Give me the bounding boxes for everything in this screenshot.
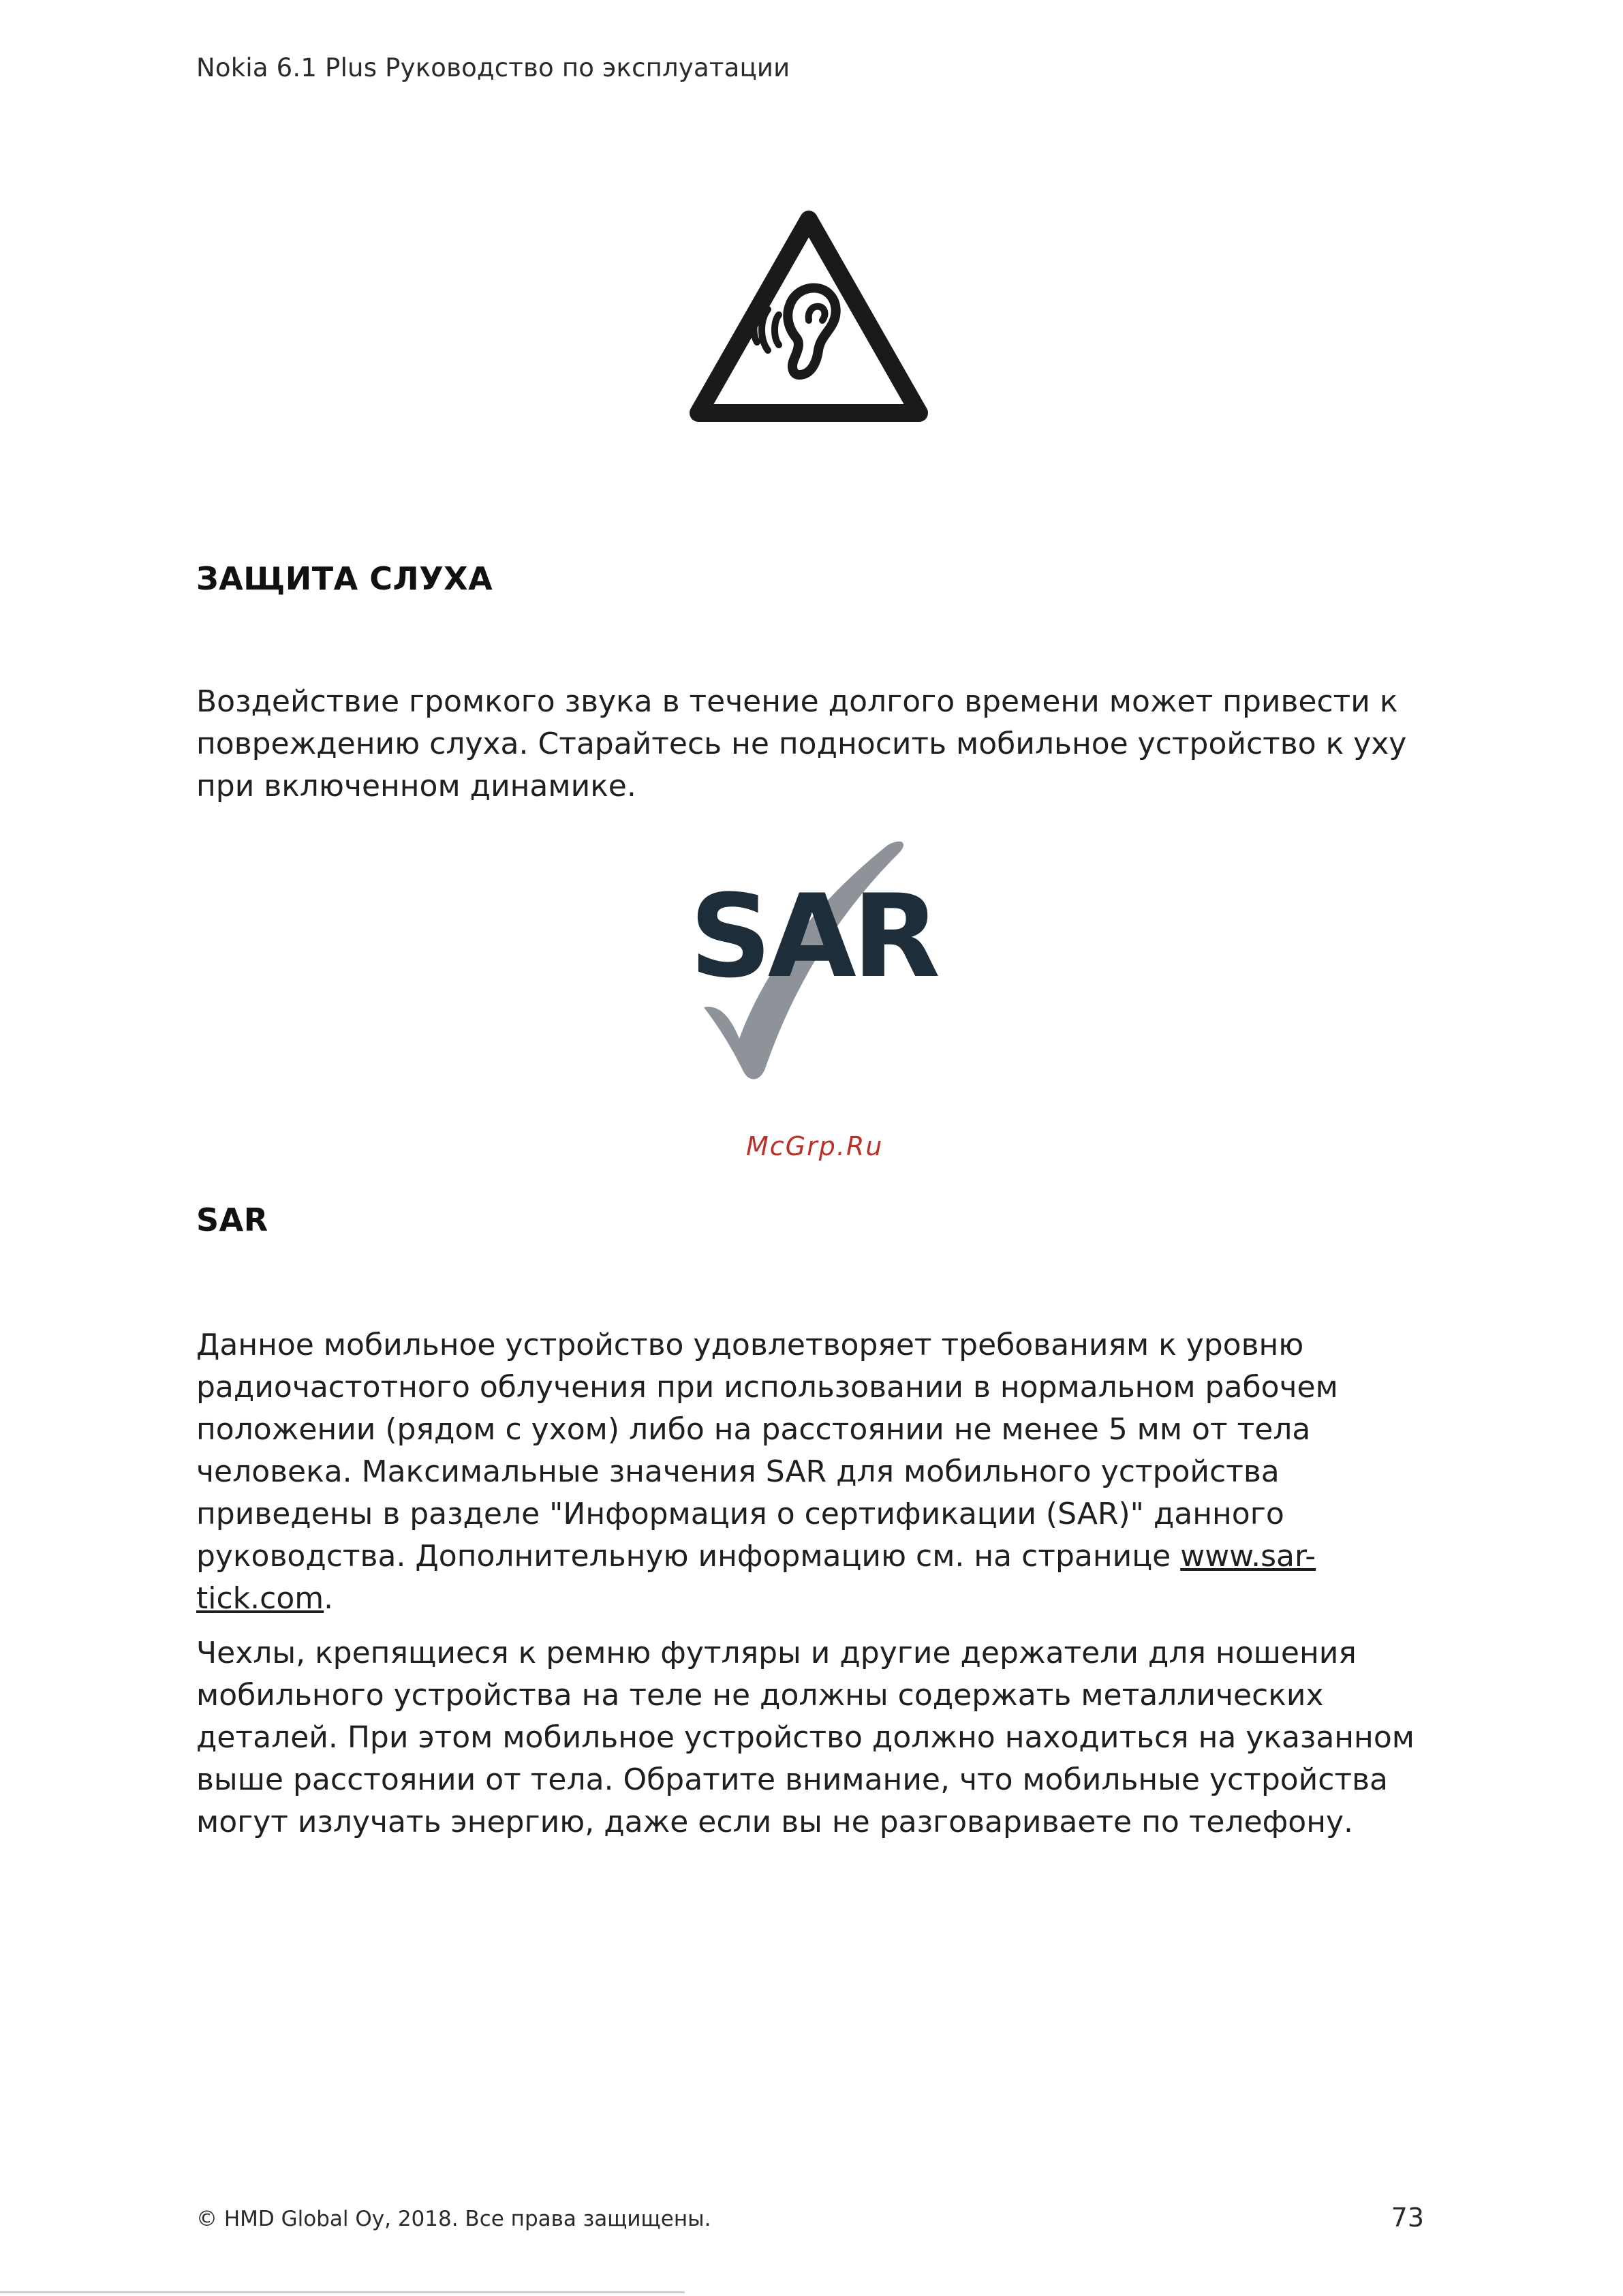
hearing-protection-heading: ЗАЩИТА СЛУХА (196, 560, 493, 597)
page-number: 73 (1391, 2203, 1424, 2233)
watermark: McGrp.Ru (746, 1131, 884, 1161)
sar-tick-logo (683, 837, 942, 1084)
footer-copyright: © HMD Global Oy, 2018. Все права защищены. (196, 2207, 711, 2231)
sar-paragraph-1-text: Данное мобильное устройство удовлетворяет требованиям к уровню радиочастотного облучения при использовании в нормальном рабочем положении (рядом с ухом) либо на расстоянии не менее 5 мм от тела человека. Максимальные значения SAR для мобильного устройства приведены в разделе "Информация о сертификации (SAR)" данного руководства. Дополнительную информацию см. на странице (196, 1328, 1338, 1574)
sar-paragraph-2: Чехлы, крепящиеся к ремню футляры и другие держатели для ношения мобильного устройства на теле не должны содержать металлических деталей. При этом мобильное устройство должно находиться на указанном выше расстоянии от тела. Обратите внимание, что мобильные устройства могут излучать энергию, даже если вы не разговариваете по телефону. (196, 1636, 1415, 1839)
bottom-divider (0, 2291, 685, 2293)
sar-logo-text: SAR (689, 870, 937, 1003)
sar-paragraph-1 (196, 1324, 1436, 1620)
sar-tick-link[interactable]: www.sar-tick.com (196, 1539, 1316, 1616)
hearing-protection-text: Воздействие громкого звука в течение долгого времени может привести к повреждению слуха. Старайтесь не подносить мобильное устройство к уху при включенном динамике. (196, 684, 1407, 803)
page-header-title: Nokia 6.1 Plus Руководство по эксплуатации (196, 53, 790, 82)
sar-heading: SAR (196, 1201, 268, 1238)
sar-paragraph-1-end: . (324, 1581, 334, 1616)
hearing-warning-icon (683, 204, 934, 431)
